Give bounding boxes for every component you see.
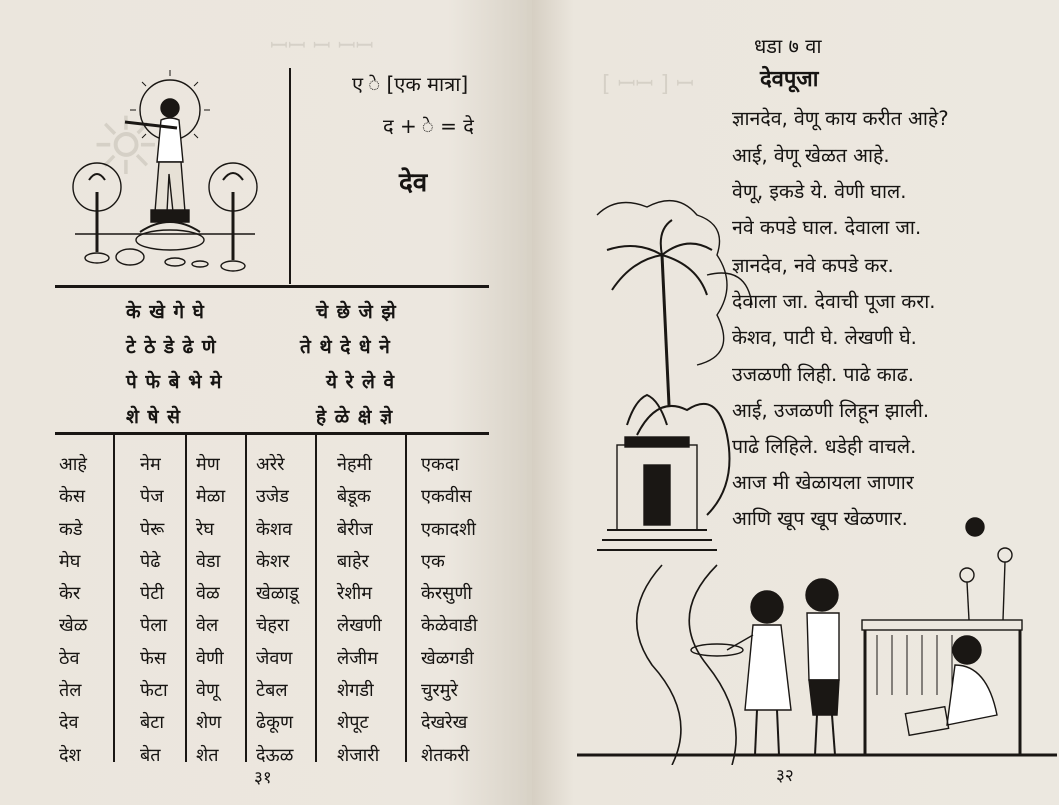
example-word: देव xyxy=(399,168,428,198)
word-cell: ठेव xyxy=(59,647,80,669)
word-cell: एकवीस xyxy=(421,486,472,508)
lesson-line: उजळणी लिही. पाढे काढ. xyxy=(732,363,914,386)
word-cell: बेडूक xyxy=(337,486,371,508)
word-table-divider-1 xyxy=(113,432,115,762)
word-cell: देखरेख xyxy=(421,712,468,734)
word-cell: वेडा xyxy=(196,550,221,572)
word-cell: देऊळ xyxy=(256,744,294,766)
word-cell: चुरमुरे xyxy=(421,680,458,702)
word-cell: शेगडी xyxy=(337,680,374,702)
example-formula: द + े = दे xyxy=(383,114,474,138)
word-table-top-rule xyxy=(55,432,489,435)
word-column-3 xyxy=(196,449,225,772)
show-through-text: [ ꟷꟷ ] ꟷ xyxy=(602,72,694,97)
syllable-row-1-left: के खे गे घे xyxy=(126,301,205,323)
word-cell: लेजीम xyxy=(337,647,378,669)
temple-scene-illustration xyxy=(577,195,1057,765)
word-cell: पेढे xyxy=(140,550,161,572)
word-cell: एकादशी xyxy=(421,518,476,540)
word-cell: बेत xyxy=(140,744,161,766)
word-cell: तेल xyxy=(59,680,82,702)
page-number-left: ३१ xyxy=(254,768,272,788)
word-cell: केशर xyxy=(256,550,290,572)
word-column-2 xyxy=(140,449,168,772)
krishna-illustration xyxy=(55,62,265,277)
word-cell: केस xyxy=(59,486,85,508)
lesson-line: आई, उजळणी लिहून झाली. xyxy=(732,399,930,422)
word-cell: वेल xyxy=(196,615,219,637)
word-table-divider-3 xyxy=(245,432,247,762)
word-column-4 xyxy=(256,449,299,772)
show-through-art: ☼ xyxy=(90,100,162,193)
word-cell: जेवण xyxy=(256,647,293,669)
lesson-title: देवपूजा xyxy=(760,67,819,92)
header-rule xyxy=(55,285,489,288)
right-page xyxy=(532,0,1059,805)
word-cell: उजेड xyxy=(256,486,289,508)
word-cell: फेस xyxy=(140,647,167,669)
word-cell: मेघ xyxy=(59,550,81,572)
word-cell: शेत xyxy=(196,744,219,766)
word-cell: खेळाडू xyxy=(256,583,299,605)
word-cell: रेशीम xyxy=(337,583,373,605)
word-cell: एकदा xyxy=(421,454,459,475)
lesson-line: ज्ञानदेव, नवे कपडे कर. xyxy=(732,254,894,277)
syllable-row-4-right: हे ळे क्षे ज्ञे xyxy=(316,406,394,428)
word-cell: नेम xyxy=(140,454,161,475)
word-cell: बेरीज xyxy=(337,518,373,540)
word-cell: वेणू xyxy=(196,680,220,702)
lesson-line: आणि खूप खूप खेळणार. xyxy=(732,507,908,530)
page-number-right: ३२ xyxy=(776,766,794,786)
word-cell: मेण xyxy=(196,454,220,475)
left-page xyxy=(0,0,527,805)
word-table-divider-2 xyxy=(185,432,187,762)
lesson-line: वेणू, इकडे ये. वेणी घाल. xyxy=(732,180,907,203)
word-cell: केरसुणी xyxy=(421,583,473,605)
show-through-text: ꟷꟷ ꟷ ꟷꟷ xyxy=(270,34,374,59)
word-cell: फेटा xyxy=(140,680,168,702)
word-cell: पेला xyxy=(140,615,168,637)
syllable-row-3-right: ये रे ले वे xyxy=(326,371,396,393)
word-cell: बाहेर xyxy=(337,550,369,572)
word-column-1 xyxy=(59,449,87,772)
word-cell: चेहरा xyxy=(256,615,290,637)
word-cell: देव xyxy=(59,712,79,734)
word-cell: शेपूट xyxy=(337,712,369,734)
lesson-line: आई, वेणू खेळत आहे. xyxy=(732,144,890,167)
word-cell: देश xyxy=(59,744,81,766)
word-cell: खेळगडी xyxy=(421,647,474,669)
word-cell: ढेकूण xyxy=(256,712,293,734)
word-cell: मेळा xyxy=(196,486,226,508)
header-divider xyxy=(289,68,291,284)
word-cell: एक xyxy=(421,550,445,572)
syllable-row-4-left: शे षे से xyxy=(126,406,181,428)
lesson-line: नवे कपडे घाल. देवाला जा. xyxy=(732,216,922,239)
word-cell: शेण xyxy=(196,712,222,734)
word-table-divider-4 xyxy=(315,432,317,762)
syllable-row-2-right: ते थे दे धे ने xyxy=(300,336,391,358)
word-cell: टेबल xyxy=(256,680,288,702)
vowel-sign-note: ए े [एक मात्रा] xyxy=(352,72,469,96)
word-cell: बेटा xyxy=(140,712,165,734)
syllable-row-1-right: चे छे जे झे xyxy=(316,301,397,323)
word-cell: शेतकरी xyxy=(421,744,470,766)
syllable-row-3-left: पे फे बे भे मे xyxy=(126,371,223,393)
lesson-line: पाढे लिहिले. धडेही वाचले. xyxy=(732,435,917,458)
word-table-divider-5 xyxy=(405,432,407,762)
word-cell: शेजारी xyxy=(337,744,380,766)
word-cell: कडे xyxy=(59,518,83,540)
lesson-line: आज मी खेळायला जाणार xyxy=(732,471,914,494)
word-cell: केर xyxy=(59,583,81,605)
word-cell: पेज xyxy=(140,486,164,508)
word-cell: लेखणी xyxy=(337,615,382,637)
word-cell: अरेरे xyxy=(256,454,285,475)
lesson-number: धडा ७ वा xyxy=(754,34,822,58)
word-cell: खेळ xyxy=(59,615,88,637)
word-cell: पेटी xyxy=(140,583,164,605)
lesson-line: ज्ञानदेव, वेणू काय करीत आहे? xyxy=(732,107,949,130)
syllable-row-2-left: टे ठे डे ढे णे xyxy=(126,336,217,358)
word-column-6 xyxy=(421,449,477,772)
word-cell: नेहमी xyxy=(337,454,372,475)
word-cell: केशव xyxy=(256,518,293,540)
lesson-line: देवाला जा. देवाची पूजा करा. xyxy=(732,290,936,313)
word-cell: रेघ xyxy=(196,518,214,540)
word-cell: वेणी xyxy=(196,647,224,669)
word-cell: पेरू xyxy=(140,518,165,540)
word-cell: आहे xyxy=(59,454,87,475)
word-cell: केळेवाडी xyxy=(421,615,478,637)
word-cell: वेळ xyxy=(196,583,220,605)
lesson-line: केशव, पाटी घे. लेखणी घे. xyxy=(732,326,917,349)
word-column-5 xyxy=(337,449,382,772)
